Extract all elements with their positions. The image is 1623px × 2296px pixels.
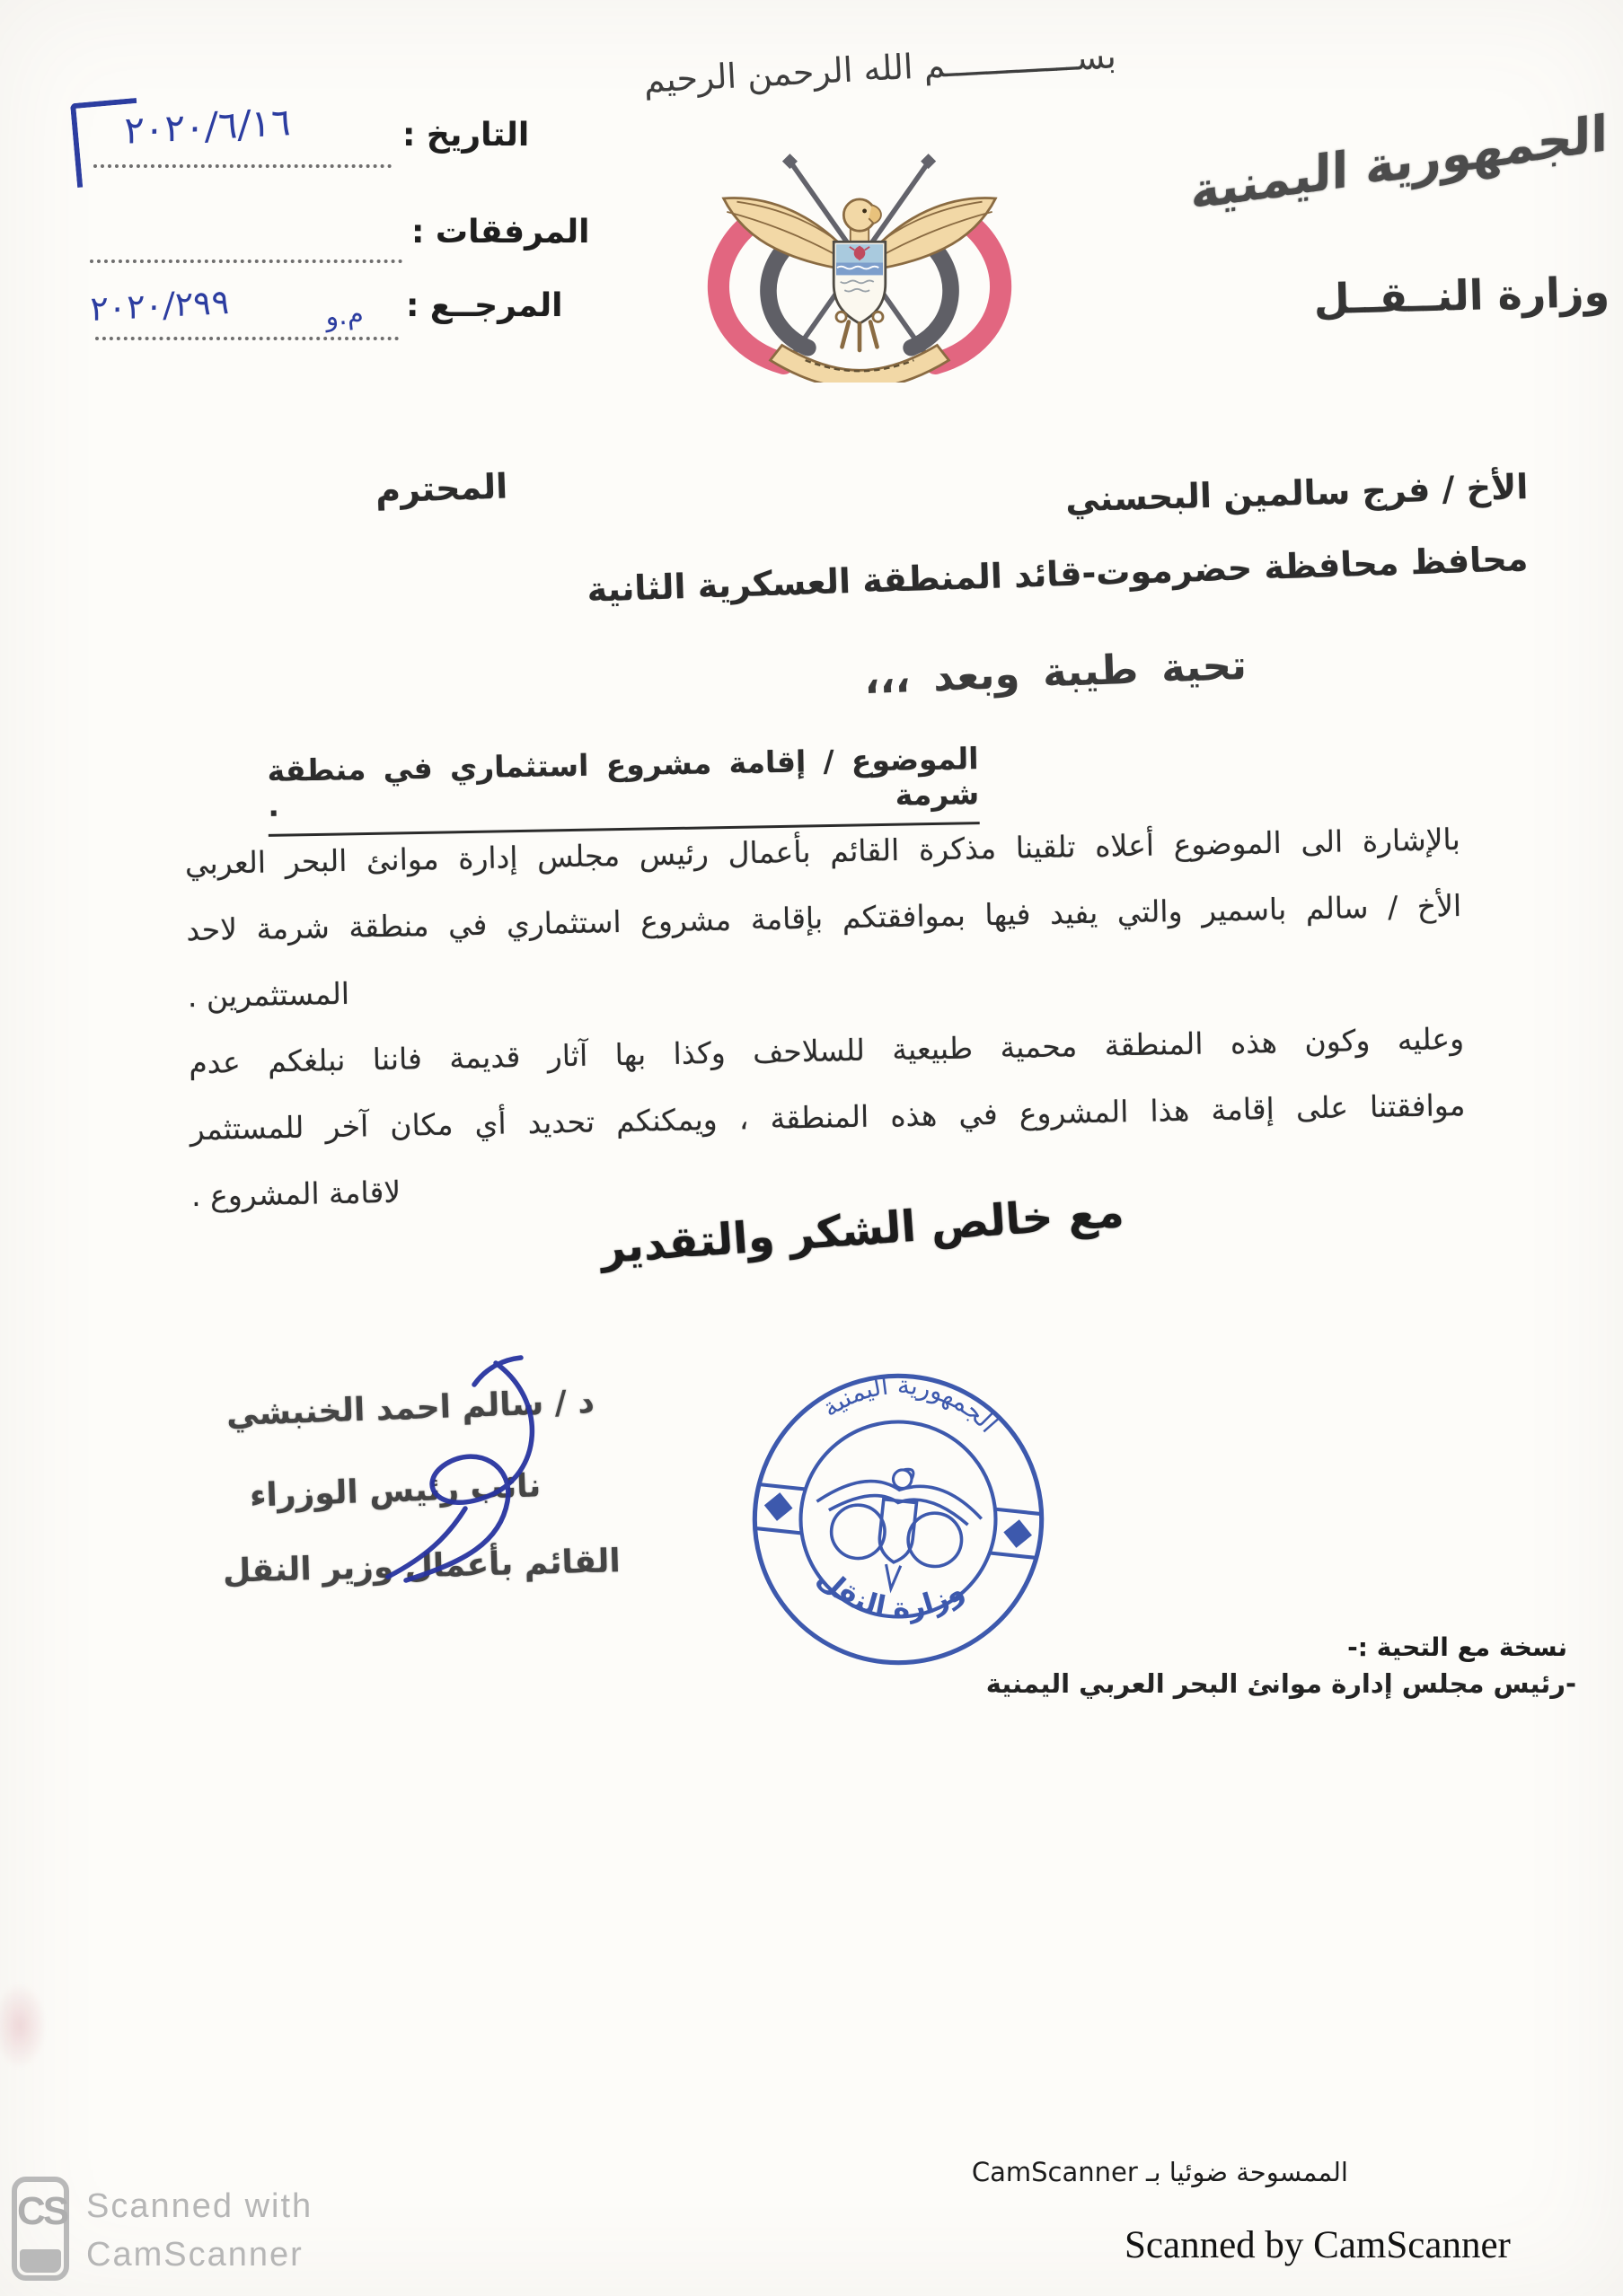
cc-label: نسخة مع التحية :-	[1347, 1632, 1567, 1662]
body-line: لاقامة المشروع .	[190, 1174, 401, 1214]
stamp-outer-ring	[741, 1362, 1056, 1677]
emblem-pole-finials	[782, 154, 936, 169]
signatory-name: د / سالم احمد الخنبشي	[225, 1383, 595, 1434]
signatory-title-2: القائم بأعمال وزير النقل	[222, 1543, 622, 1590]
letter-body	[184, 806, 1467, 1229]
addressee-title: محافظ محافظة حضرموت-قائد المنطقة العسكرية الثانية	[586, 539, 1529, 610]
camscanner-logo-icon	[12, 2177, 69, 2281]
republic-calligraphy: الجمهورية اليمنية	[1190, 103, 1608, 221]
camscanner-logo-bar	[20, 2249, 61, 2273]
addressee-honorific: المحترم	[375, 466, 508, 511]
date-handwritten-value: ٢٠٢٠/٦/١٦	[123, 100, 292, 153]
handwritten-signature	[329, 1349, 582, 1597]
body-line: المستثمرين .	[187, 975, 350, 1015]
body-line: وعليه وكون هذه المنطقة محمية طبيعية للسلاحف وكذا بها آثار قديمة فاننا نبلغكم عدم	[188, 1020, 1465, 1081]
attachments-dotted-line	[90, 259, 402, 263]
stamp-top-arc-text: الجمهورية اليمنية	[816, 1369, 1004, 1438]
watermark-english: Scanned by CamScanner	[1125, 2224, 1511, 2266]
body-line: الأخ / سالم باسمير والتي يفيد فيها بموافقتكم بإقامة مشروع استثماري في منطقة شرمة لاحد	[186, 887, 1462, 948]
body-line: موافقتنا على إقامة هذا المشروع في هذه المنطقة ، ويمكنكم تحديد أي مكان آخر للمستثمر	[190, 1086, 1466, 1148]
watermark-camscanner: CamScanner	[86, 2236, 304, 2274]
cc-recipient: -رئيس مجلس إدارة موانئ البحر العربي اليمنية	[985, 1668, 1576, 1699]
body-line: بالإشارة الى الموضوع أعلاه تلقينا مذكرة القائم بأعمال رئيس مجلس إدارة موانئ البحر العربي	[184, 821, 1461, 882]
watermark-arabic: الممسوحة ضوئيا بـ CamScanner	[971, 2157, 1348, 2187]
addressee-name: الأخ / فرج سالمين البحسني	[1064, 467, 1529, 520]
reference-handwritten-prefix: م.و	[323, 297, 366, 334]
stamp-belt-lines	[754, 1484, 1041, 1558]
greeting-line: تحية طيبة وبعد ،،،	[863, 640, 1248, 704]
date-label: التاريخ :	[402, 117, 530, 154]
yemen-national-emblem	[672, 131, 1047, 383]
signatory-title-1: نائب رئيس الوزراء	[249, 1467, 542, 1515]
watermark-scanned-with: Scanned with	[86, 2187, 313, 2225]
reference-dotted-line	[95, 336, 399, 340]
ministry-title: وزارة النــقــل	[1312, 267, 1610, 324]
bismillah-calligraphy: بســـــــــــــم الله الرحمن الرحيم	[642, 36, 1117, 101]
camscanner-cs-monogram: CS	[17, 2189, 67, 2233]
closing-salutation: مع خالص الشكر والتقدير	[598, 1186, 1126, 1274]
reference-handwritten-value: ٢٠٢٠/٢٩٩	[89, 281, 230, 330]
reference-label: المرجــع :	[406, 287, 563, 324]
date-dotted-line	[93, 163, 392, 168]
ministry-round-stamp	[727, 1348, 1070, 1691]
attachments-label: المرفقات :	[411, 214, 590, 251]
scan-smudge-artifact	[0, 1983, 47, 2069]
subject-line: الموضوع / إقامة مشروع استثماري في منطقة شرمة .	[267, 741, 980, 837]
stamp-bottom-arc-text: وزارة النقل	[810, 1561, 970, 1625]
